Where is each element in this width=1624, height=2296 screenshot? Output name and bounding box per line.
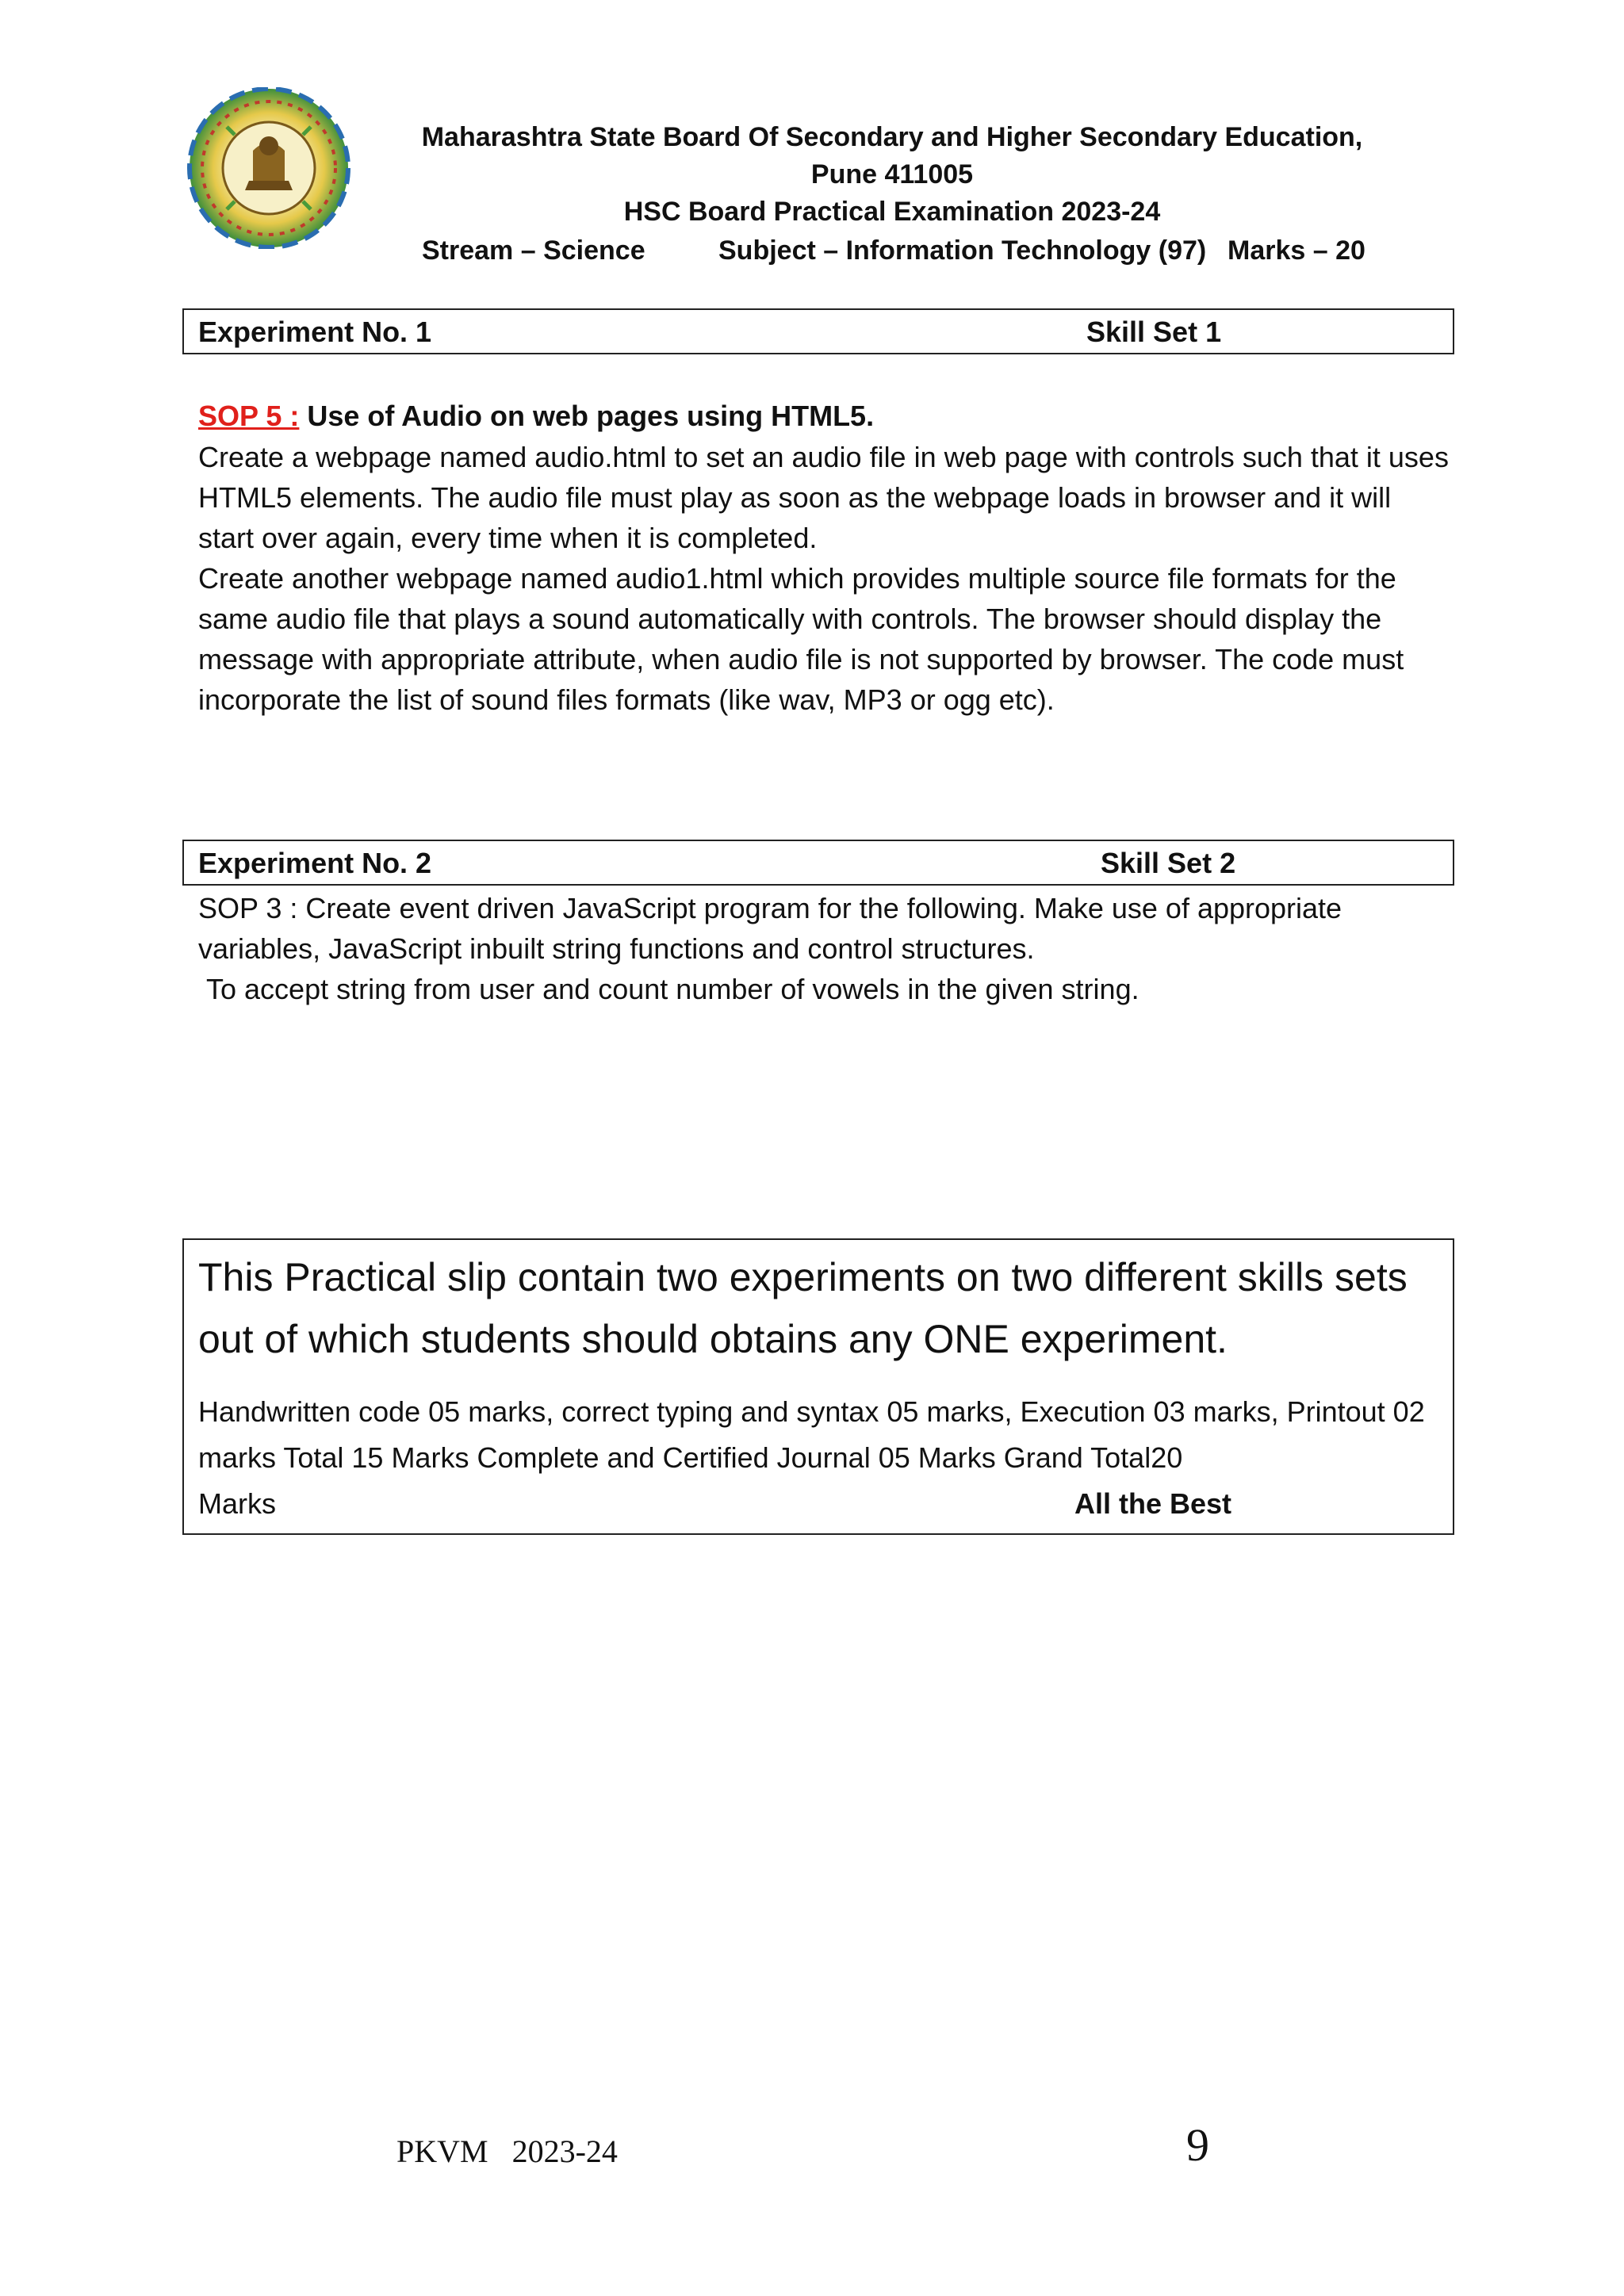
instructions-main: This Practical slip contain two experiments on two different skills sets out of which students should obtains any ONE experiment. [198,1255,1408,1361]
instructions-box [182,1238,1454,1535]
board-location: Pune 411005 [810,159,974,189]
experiment-2-label: Experiment No. 2 [198,847,432,879]
subject-label: Subject – Information Technology (97) [718,235,1207,266]
all-the-best: All the Best [1074,1487,1232,1520]
sop-title-text: Use of Audio on web pages using HTML5. [299,400,875,432]
experiment-1-skill: Skill Set 1 [1086,316,1222,348]
marks-label: Marks – 20 [1228,235,1365,266]
experiment-2-skill: Skill Set 2 [1101,847,1236,879]
experiment-2-paragraph-2: To accept string from user and count number of vowels in the given string. [206,973,1139,1005]
experiment-1-sop-title [198,400,874,433]
experiment-1-label: Experiment No. 1 [198,316,432,348]
footer-label: PKVM 2023-24 [396,2133,618,2169]
marks-word: Marks [198,1487,276,1520]
experiment-2-header [182,840,1454,886]
marks-breakdown: Handwritten code 05 marks, correct typing and syntax 05 marks, Execution 03 marks, Printout 02 marks Total 15 Marks Complete and Certified Journal 05 Marks Grand Total20 [198,1395,1425,1474]
experiment-2-paragraph-1: SOP 3 : Create event driven JavaScript program for the following. Make use of appropriate variables, JavaScript inbuilt string functions and control structures. [198,892,1342,965]
exam-title: HSC Board Practical Examination 2023-24 [623,197,1161,227]
board-seal-icon [187,87,350,249]
experiment-1-paragraph-2: Create another webpage named audio1.html which provides multiple source file formats for the same audio file that plays a sound automatically with controls. The browser should display the message with appropriate attribute, when audio file is not supported by browser. The code must incorporate the list of sound files formats (like wav, MP3 or ogg etc). [198,562,1404,716]
experiment-1-header [182,308,1454,354]
page-number: 9 [1186,2119,1209,2171]
experiment-1-paragraph-1: Create a webpage named audio.html to set an audio file in web page with controls such that it uses HTML5 elements. The audio file must play as soon as the webpage loads in browser and it will start over again, every time when it is completed. [198,441,1449,554]
board-name: Maharashtra State Board Of Secondary and Higher Secondary Education, [421,122,1363,152]
sop-tag: SOP 5 : [198,400,300,432]
stream-label: Stream – Science [422,235,645,266]
document-header [412,119,1372,231]
